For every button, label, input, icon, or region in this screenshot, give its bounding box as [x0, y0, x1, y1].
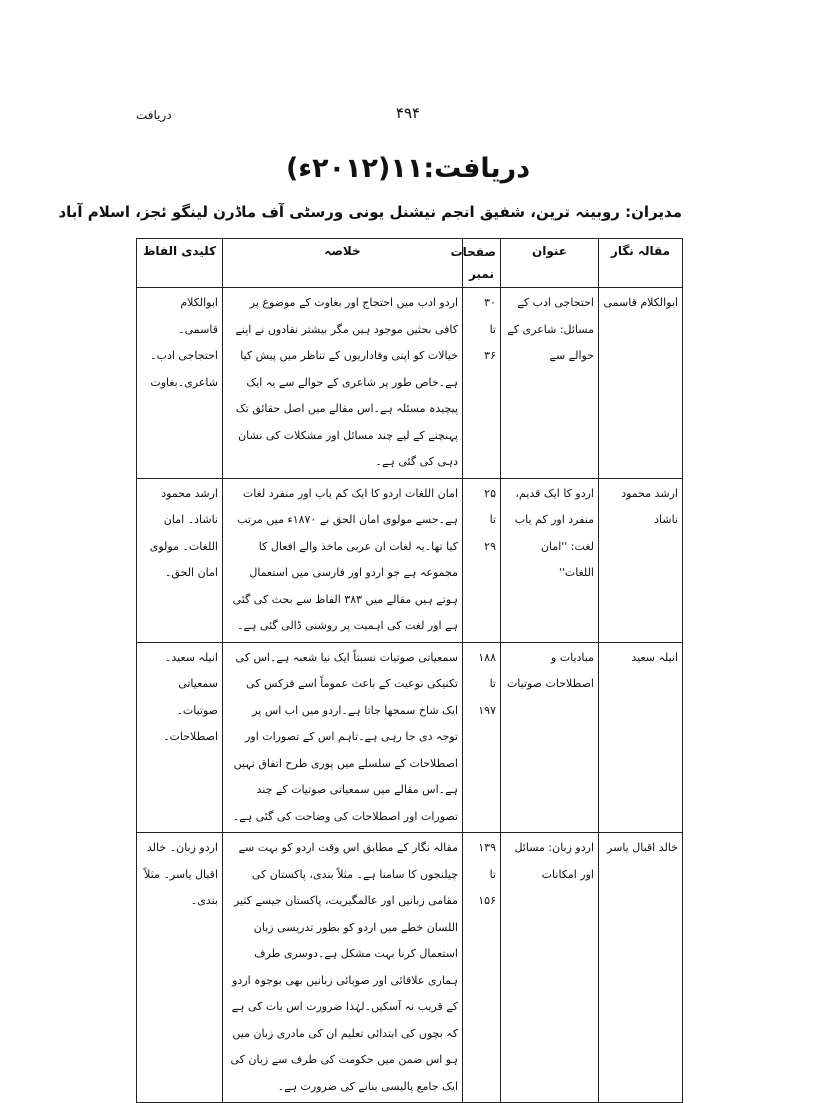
- author-cell: ارشد محمود ناشاد: [599, 478, 683, 642]
- author-cell: انیلہ سعید: [599, 642, 683, 833]
- column-header-author: مقالہ نگار: [599, 239, 683, 288]
- author-cell: خالد اقبال یاسر: [599, 833, 683, 1103]
- keywords-cell: انیلہ سعید۔سمعیاتی صوتیات۔ اصطلاحات۔: [137, 642, 223, 833]
- column-header-keywords: کلیدی الفاظ: [137, 239, 223, 288]
- pages-cell: [463, 478, 501, 642]
- table-row: [137, 288, 683, 479]
- title-cell: مبادیات و اصطلاحات صوتیات: [501, 642, 599, 833]
- editors-line: مدیران: روبینہ ترین، شفیق انجم نیشنل یونی ورسٹی آف ماڈرن لینگو ئجز، اسلام آباد: [58, 203, 682, 221]
- page-end: ۲۹: [484, 539, 496, 553]
- column-header-pages: صفحات نمبر: [463, 239, 501, 288]
- title-cell: اردو کا ایک قدیم، منفرد اور کم یاب لغت: ''امان اللغات'': [501, 478, 599, 642]
- title-cell: اردو زبان: مسائل اور امکانات: [501, 833, 599, 1103]
- keywords-cell: ابوالکلام قاسمی۔ احتجاجی ادب۔ شاعری۔بغاوت: [137, 288, 223, 479]
- summary-cell: سمعیاتی صوتیات نسبتاً ایک نیا شعبہ ہے۔اس کی تکنیکی نوعیت کے باعث عموماً اسے فزکس کی ایک شاخ سمجھا جاتا ہے۔اردو میں اب اس پر توجہ دی جا رہی ہے۔تاہم اس کے تصورات اور اصطلاحات کے سلسلے میں پوری طرح اتفاق نہیں ہے۔اس مقالے میں سمعیاتی صوتیات کے چند تصورات اور اصطلاحات کی وضاحت کی گئی ہے۔: [223, 642, 463, 833]
- table-row: [137, 833, 683, 1103]
- page-start: ۳۰: [484, 296, 496, 309]
- articles-table: [136, 238, 683, 1103]
- author-cell: ابوالکلام قاسمی: [599, 288, 683, 479]
- page-start: ۱۸۸: [478, 650, 496, 664]
- pages-cell: [463, 833, 501, 1103]
- summary-cell: مقالہ نگار کے مطابق اس وقت اردو کو بہت سے چیلنجوں کا سامنا ہے۔ مثلاً بندی، پاکستان کی مقامی زبانیں اور عالمگیریت، پاکستان جیسے کثیر اللسان خطے میں اردو کو بطور تدریسی زبان استعمال کرنا بہت مشکل ہے۔دوسری طرف ہماری علاقائی اور صوبائی زبانیں بھی بوجوہ اردو کے قریب نہ آسکیں۔لہٰذا ضرورت اس بات کی ہے کہ بچوں کی ابتدائی تعلیم ان کی مادری زبان میں ہو اس ضمن میں حکومت کی طرف سے زبان کی ایک جامع پالیسی بنانے کی ضرورت ہے۔: [223, 833, 463, 1103]
- running-head: دریافت: [136, 108, 172, 122]
- keywords-cell: ارشد محمود ناشاد۔ امان اللغات۔ مولوی امان الحق۔: [137, 478, 223, 642]
- keywords-cell: اردو زبان۔ خالد اقبال یاسر۔ مثلاً بندی۔: [137, 833, 223, 1103]
- summary-cell: امان اللغات اردو کا ایک کم یاب اور منفرد لغات ہے۔جسے مولوی امان الحق نے ۱۸۷۰ء میں مرتب کیا تھا۔یہ لغات ان عربی ماخذ والے افعال کا مجموعہ ہے جو اردو اور فارسی میں استعمال ہوتے ہیں مقالے میں ۳۸۳ الفاظ سے بحث کی گئی ہے اور لغت کی اہمیت پر روشنی ڈالی گئی ہے۔: [223, 478, 463, 642]
- pages-cell: [463, 642, 501, 833]
- page-to: تا: [489, 677, 496, 690]
- title-cell: احتجاجی ادب کے مسائل: شاعری کے حوالے سے: [501, 288, 599, 479]
- summary-cell: اردو ادب میں احتجاج اور بغاوت کے موضوع پر کافی بحثیں موجود ہیں مگر بیشتر نقادوں نے اپنے خیالات کو اپنی وفاداریوں کے تناظر میں پیش کیا ہے۔خاص طور پر شاعری کے حوالے سے یہ ایک پیچیدہ مسئلہ ہے۔اس مقالے میں اصل حقائق تک پہنچنے کے لیے چند مسائل اور مشکلات کی نشان دہی کی گئی ہے۔: [223, 288, 463, 479]
- page-start: ۱۳۹: [478, 841, 496, 854]
- page-end: ۳۶: [484, 349, 496, 362]
- page-to: تا: [489, 513, 496, 526]
- page-to: تا: [489, 867, 496, 881]
- page-title: دریافت:۱۱(۲۰۱۲ء): [285, 153, 531, 184]
- page-end: ۱۵۶: [478, 894, 496, 907]
- page-number: ۴۹۴: [395, 104, 421, 122]
- pages-cell: [463, 288, 501, 479]
- page-start: ۲۵: [484, 486, 496, 500]
- table-row: [137, 478, 683, 642]
- page-to: تا: [489, 322, 496, 336]
- page-end: ۱۹۷: [478, 703, 496, 717]
- column-header-title: عنوان: [501, 239, 599, 288]
- table-header-row: [137, 239, 683, 288]
- column-header-summary: خلاصہ: [223, 239, 463, 288]
- table-row: [137, 642, 683, 833]
